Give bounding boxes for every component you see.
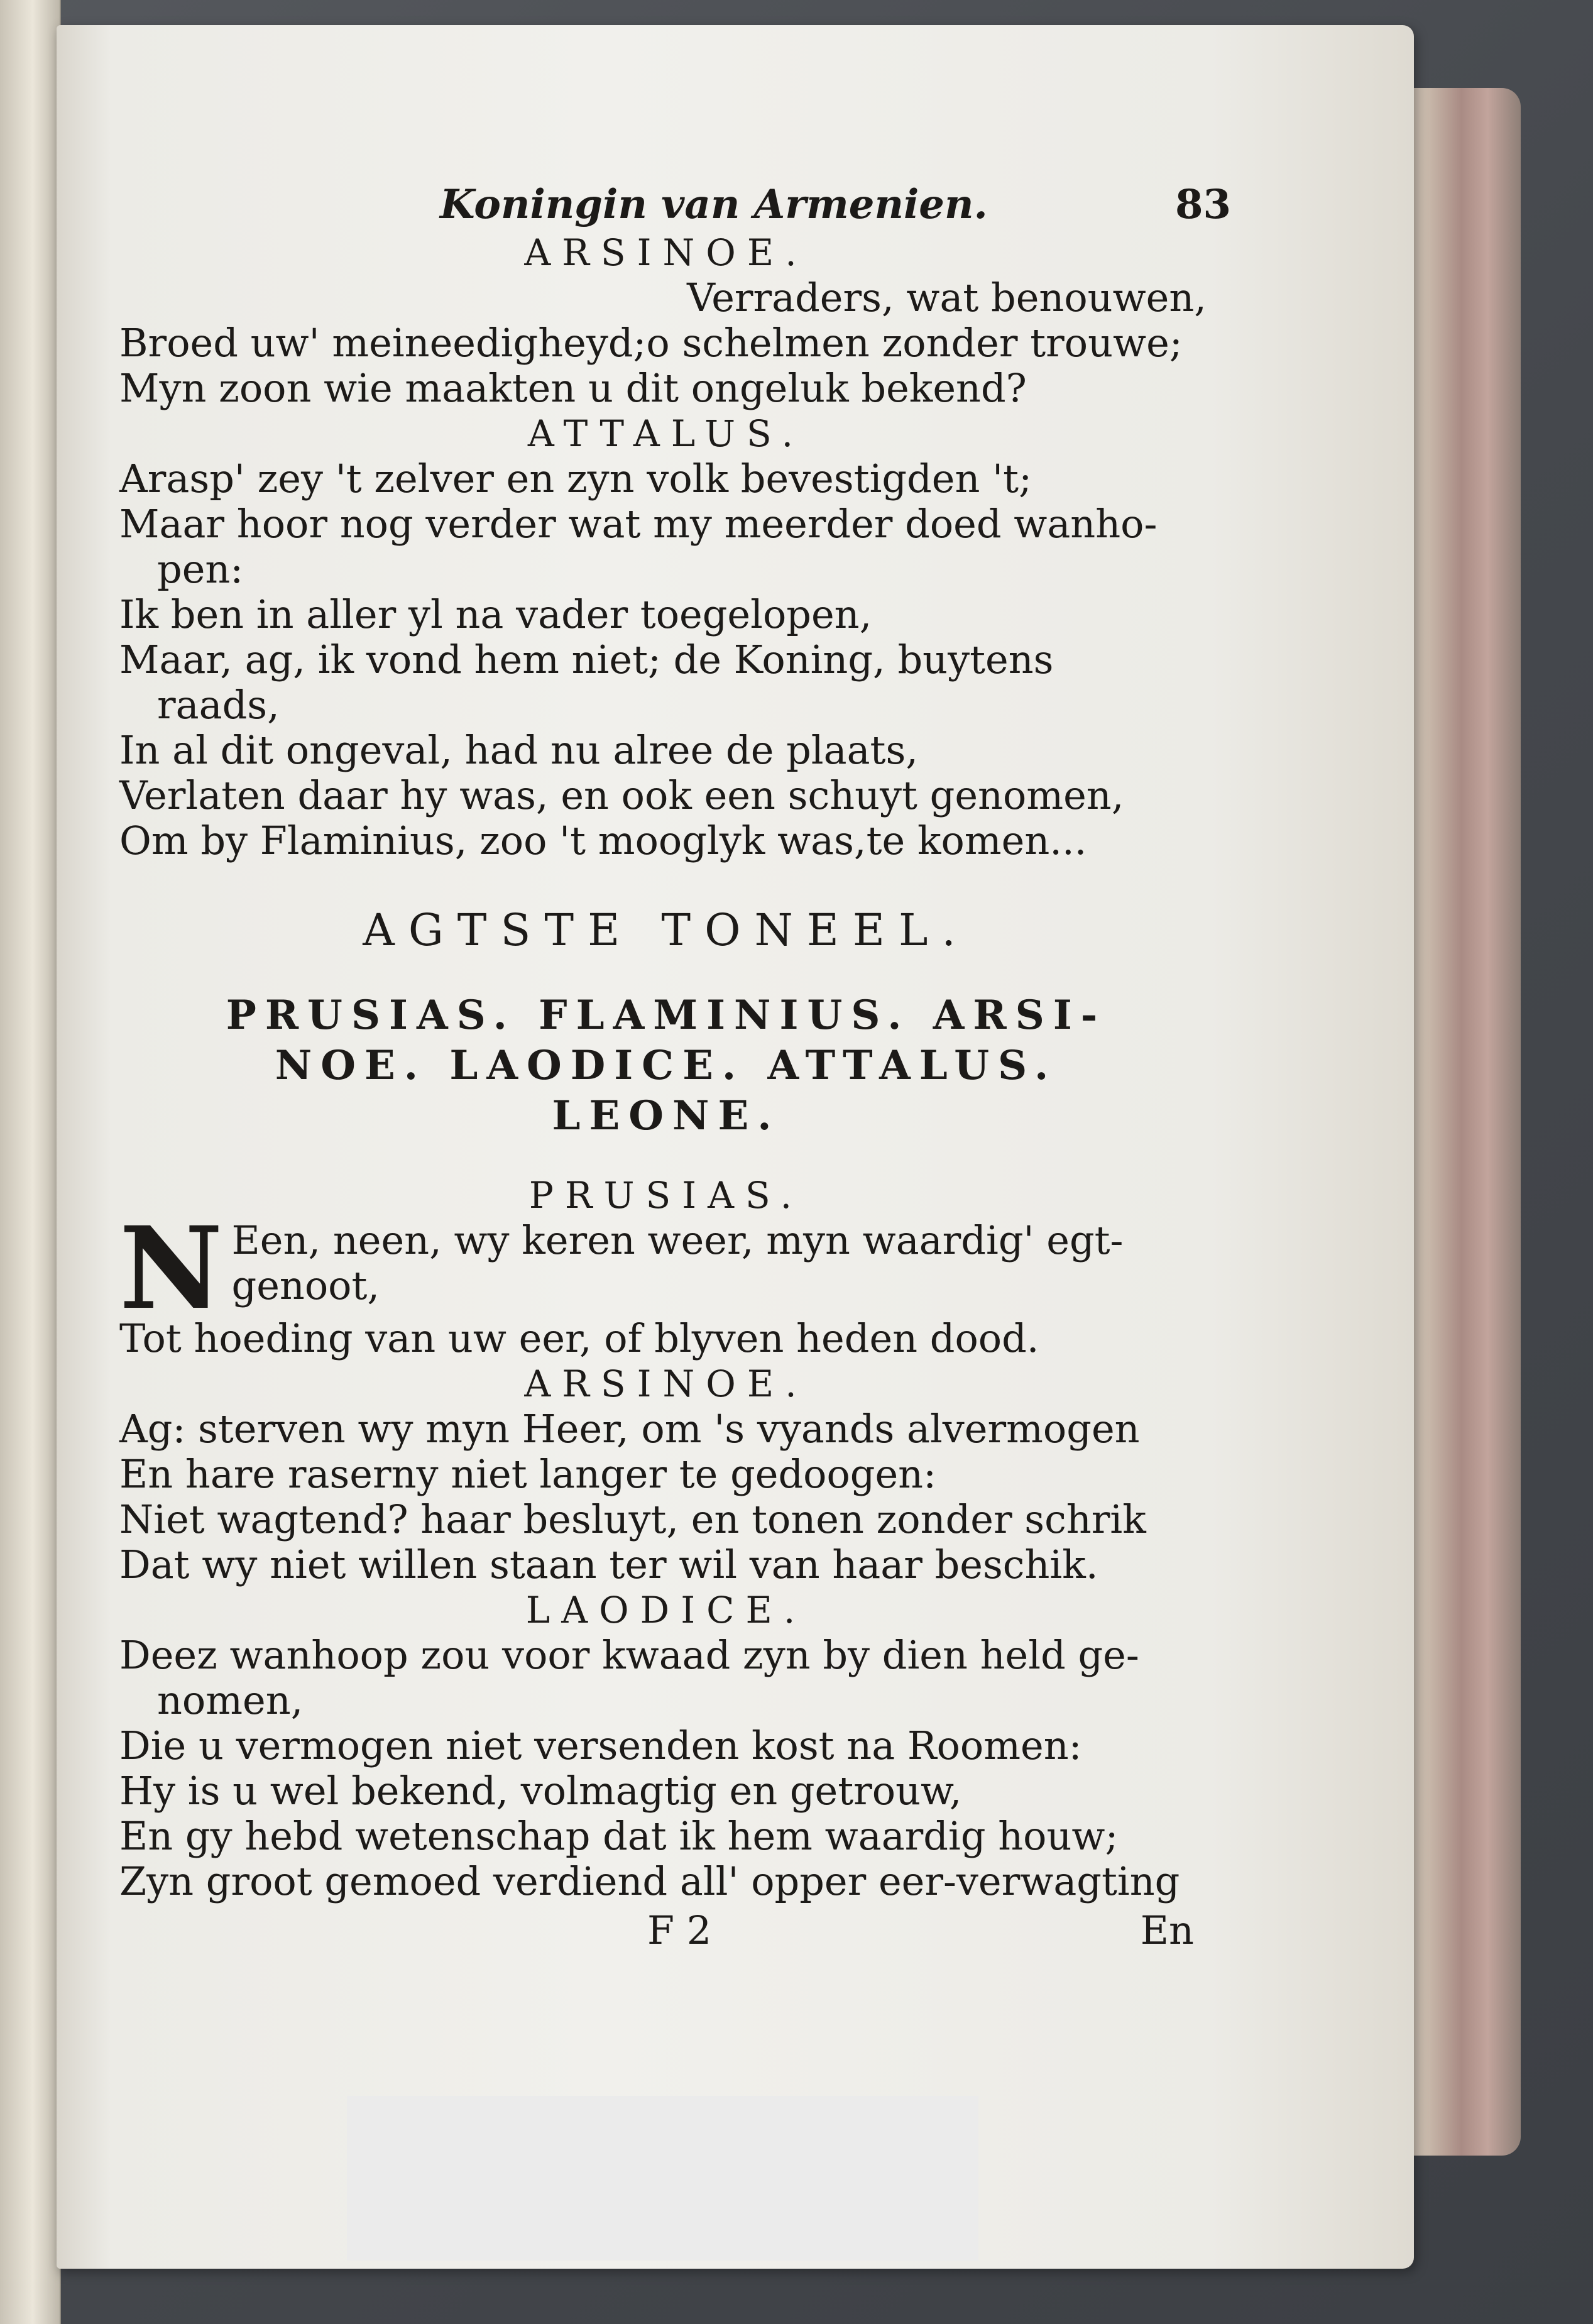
verse-line: raads, [157,682,280,728]
speaker-name: LAODICE. [525,1589,807,1631]
verse-line: Arasp' zey 't zelver en zyn volk bevestigden 't; [119,456,1032,502]
cast-line: PRUSIAS. FLAMINIUS. ARSI- [226,992,1107,1039]
speaker-name: ATTALUS. [527,412,805,455]
running-title: Koningin van Armenien. [440,181,988,228]
speech-arsinoe-2 [119,1361,1213,1587]
signature-mark: F 2 [647,1907,712,1953]
cast-line: LEONE. [552,1092,780,1139]
verse-line: Om by Flaminius, zoo 't mooglyk was,te komen... [119,818,1087,863]
verse-line: Zyn groot gemoed verdiend all' opper eer-verwagting [119,1858,1180,1904]
facing-page-edge [0,0,61,2324]
verse-line: pen: [157,546,244,592]
verse-line: Myn zoon wie maakten u dit ongeluk bekend? [119,365,1027,411]
verse-line: Maar hoor nog verder wat my meerder doed wanho- [119,501,1158,547]
verse-line: Ik ben in aller yl na vader toegelopen, [119,591,872,637]
verse-line: Ag: sterven wy myn Heer, om 's vyands alvermogen [119,1406,1140,1452]
page-footer [119,1908,1213,1958]
opening-verse [119,1202,1213,1335]
verse-line: Verraders, wat benouwen, [687,275,1207,321]
verse-line: En gy hebd wetenschap dat ik hem waardig houw; [119,1813,1119,1859]
page-number: 83 [1175,181,1232,228]
cast-list [119,990,1213,1141]
speaker-name: ARSINOE. [524,231,808,274]
verse-line: Maar, ag, ik vond hem niet; de Koning, buytens [119,637,1054,682]
speech-attalus [119,411,1213,863]
verse-line: Verlaten daar hy was, en ook een schuyt genomen, [119,772,1124,818]
speaker-name: ARSINOE. [524,1362,808,1405]
scene-title: AGTSTE TONEEL. [363,904,970,956]
verse-line: Die u vermogen niet versenden kost na Roomen: [119,1723,1082,1768]
redaction-box [347,2096,978,2261]
verse-line: In al dit ongeval, had nu alree de plaats, [119,727,918,773]
speaker-name: PRUSIAS. [528,1174,804,1217]
verse-line: Hy is u wel bekend, volmagtig en getrouw, [119,1768,962,1814]
verse-line: genoot, [231,1263,380,1308]
running-header [119,170,1232,230]
verse-line: Een, neen, wy keren weer, myn waardig' egt- [231,1217,1124,1263]
drop-capital: N [119,1202,223,1335]
speech-arsinoe-1 [119,230,1213,411]
verse-line: nomen, [157,1677,304,1723]
verse-line: Dat wy niet willen staan ter wil van haar beschik. [119,1542,1098,1587]
verse-line: En hare raserny niet langer te gedoogen: [119,1451,937,1497]
speech-laodice [119,1587,1213,1904]
catchword: En [1140,1907,1194,1953]
verse-line: Broed uw' meineedigheyd;o schelmen zonder trouwe; [119,320,1183,366]
speech-prusias [119,1173,1213,1361]
page-text [119,170,1232,1958]
verse-line: Niet wagtend? haar besluyt, en tonen zonder schrik [119,1496,1146,1542]
verse-line: Tot hoeding van uw eer, of blyven heden dood. [119,1315,1039,1361]
verse-line: Deez wanhoop zou voor kwaad zyn by dien held ge- [119,1632,1139,1678]
cast-line: NOE. LAODICE. ATTALUS. [275,1042,1058,1089]
book-page [57,25,1414,2269]
